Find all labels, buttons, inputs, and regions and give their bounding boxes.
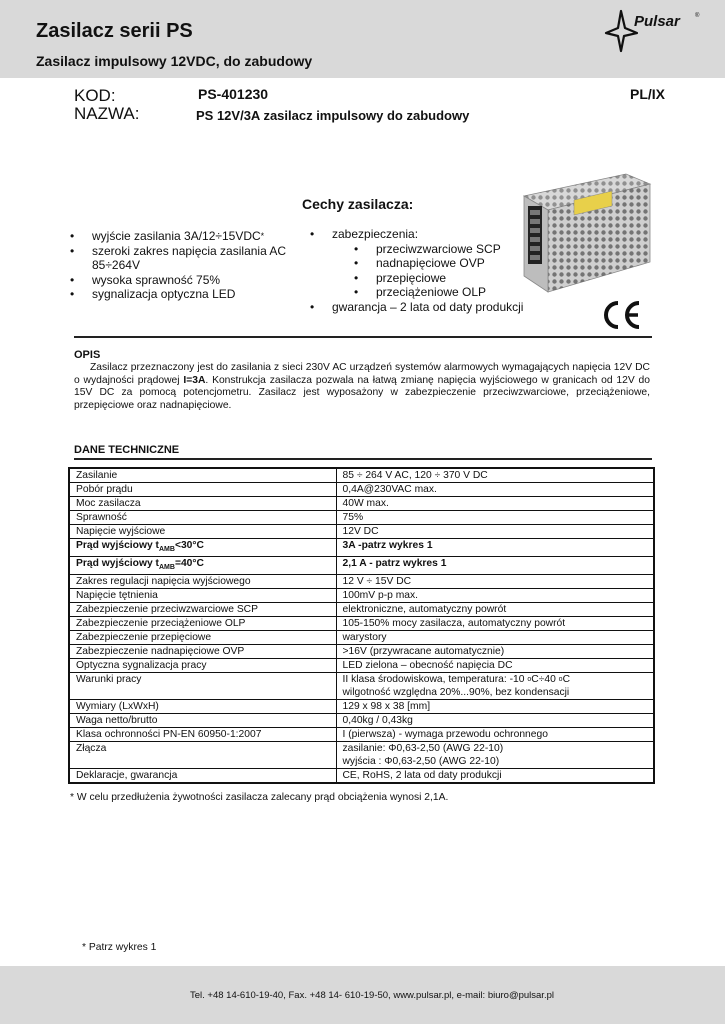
spec-value: 2,1 A - patrz wykres 1 <box>336 557 654 575</box>
spec-table <box>68 467 655 784</box>
kod-value: PS-401230 <box>198 86 269 102</box>
spec-value: 75% <box>336 511 654 525</box>
spec-key: Zabezpieczenie przeciążeniowe OLP <box>69 617 336 631</box>
spec-key: Moc zasilacza <box>69 497 336 511</box>
table-row <box>69 659 654 673</box>
dane-title: DANE TECHNICZNE <box>74 444 180 456</box>
spec-value: 0,4A@230VAC max. <box>336 483 654 497</box>
spec-key: Klasa ochronności PN-EN 60950-1:2007 <box>69 728 336 742</box>
spec-key: Optyczna sygnalizacja pracy <box>69 659 336 673</box>
logo-text: Pulsar <box>634 13 680 30</box>
power-supply-image <box>516 166 654 298</box>
kod-label: KOD: <box>74 86 116 105</box>
spec-value: LED zielona – obecność napięcia DC <box>336 659 654 673</box>
spec-key: Prąd wyjściowy $t_{AMB}=40^\circ C$ <box>69 557 336 575</box>
spec-value: warystory <box>336 631 654 645</box>
warranty-item: • gwarancja – 2 lata od daty produkcji <box>310 300 550 315</box>
protection-item: • przeciwzwarciowe SCP <box>354 242 550 257</box>
spec-key: Waga netto/brutto <box>69 714 336 728</box>
table-row <box>69 617 654 631</box>
spec-key: Zabezpieczenie przepięciowe <box>69 631 336 645</box>
protections-item <box>310 227 550 300</box>
spec-value: 0,40kg / 0,43kg <box>336 714 654 728</box>
table-row <box>69 742 654 769</box>
spec-key: Zakres regulacji napięcia wyjściowego <box>69 575 336 589</box>
features-title: Cechy zasilacza: <box>302 196 414 212</box>
protection-item: • przeciążeniowe OLP <box>354 285 550 300</box>
series-subtitle: Zasilacz impulsowy 12VDC, do zabudowy <box>36 53 313 69</box>
spec-key: Napięcie wyjściowe <box>69 525 336 539</box>
opis-text: Zasilacz przeznaczony jest do zasilania z sieci 230V AC urządzeń systemów alarmowych wymagających napięcia 12V DC o wydajności prądowej I=3A. Konstrukcja zasilacza pozwala na łatwą zmianę napięcia wyjściowego w granicach od 12V do 15V DC za pomocą potencjometru. Zasilacz jest wyposażony w zabezpieczenie przeciwzwarciowe, przeciążeniowe, przepięciowe oraz nadnapięciowe. <box>74 362 650 411</box>
divider <box>74 336 652 338</box>
table-row <box>69 603 654 617</box>
spec-key: Deklaracje, gwarancja <box>69 769 336 784</box>
features-left-list <box>70 229 300 302</box>
pulsar-logo <box>604 9 704 53</box>
spec-key: Warunki pracy <box>69 673 336 700</box>
spec-value: 105-150% mocy zasilacza, automatyczny powrót <box>336 617 654 631</box>
table-row <box>69 631 654 645</box>
spec-value: 12 V ÷ 15V DC <box>336 575 654 589</box>
footer-contact: Tel. +48 14-610-19-40, Fax. +48 14- 610-19-50, www.pulsar.pl, e-mail: biuro@pulsar.pl <box>190 990 554 1001</box>
spec-value: 100mV p-p max. <box>336 589 654 603</box>
opis-title: OPIS <box>74 349 101 361</box>
protection-item: • przepięciowe <box>354 271 550 286</box>
table-row <box>69 557 654 575</box>
table-row <box>69 511 654 525</box>
spec-value: II klasa środowiskowa, temperatura: -10 $^o$C÷40 $^o$C wilgotność względna 20%...90%, bez kondensacji <box>336 673 654 700</box>
spec-key: Zasilanie <box>69 468 336 483</box>
features-right-list <box>310 227 550 314</box>
protection-item: • nadnapięciowe OVP <box>354 256 550 271</box>
header-band <box>0 0 725 78</box>
table-row <box>69 468 654 483</box>
spec-value: 12V DC <box>336 525 654 539</box>
table-row <box>69 575 654 589</box>
spec-value: zasilanie: Φ0,63-2,50 (AWG 22-10) wyjścia : Φ0,63-2,50 (AWG 22-10) <box>336 742 654 769</box>
table-row <box>69 700 654 714</box>
logo-registered: ® <box>695 13 700 19</box>
footnote-star: * <box>260 231 265 241</box>
divider <box>74 458 652 460</box>
table-row <box>69 497 654 511</box>
footer-band <box>0 966 725 1024</box>
nazwa-label: NAZWA: <box>74 104 140 123</box>
table-row <box>69 525 654 539</box>
spec-key: Wymiary (LxWxH) <box>69 700 336 714</box>
spec-key: Napięcie tętnienia <box>69 589 336 603</box>
spec-key: Pobór prądu <box>69 483 336 497</box>
protections-label: zabezpieczenia: <box>332 227 419 241</box>
spec-value: I (pierwsza) - wymaga przewodu ochronnego <box>336 728 654 742</box>
spec-value: 3A -patrz wykres 1 <box>336 539 654 557</box>
table-row <box>69 673 654 700</box>
language-variant: PL/IX <box>630 86 666 102</box>
spec-value: 40W max. <box>336 497 654 511</box>
table-row <box>69 589 654 603</box>
table-row <box>69 645 654 659</box>
star-logo-icon <box>604 9 638 53</box>
feature-item: • wyjście zasilania 3A/12÷15VDC* <box>70 229 300 244</box>
table-row <box>69 714 654 728</box>
ce-mark-icon <box>600 299 642 331</box>
spec-key: Prąd wyjściowy $t_{AMB}<30^\circ C$ <box>69 539 336 557</box>
series-title: Zasilacz serii PS <box>36 20 193 42</box>
table-row <box>69 483 654 497</box>
spec-value: 129 x 98 x 38 [mm] <box>336 700 654 714</box>
spec-key: Zabezpieczenie nadnapięciowe OVP <box>69 645 336 659</box>
feature-item: • wysoka sprawność 75% <box>70 273 300 288</box>
footnote-chart: * Patrz wykres 1 <box>82 942 157 953</box>
spec-key: Zabezpieczenie przeciwzwarciowe SCP <box>69 603 336 617</box>
feature-item: • szeroki zakres napięcia zasilania AC 85÷264V <box>70 244 300 273</box>
footnote: * W celu przedłużenia żywotności zasilacza zalecany prąd obciążenia wynosi 2,1A. <box>70 792 449 803</box>
feature-item: • sygnalizacja optyczna LED <box>70 287 300 302</box>
table-row <box>69 769 654 784</box>
spec-key: Sprawność <box>69 511 336 525</box>
spec-key: Złącza <box>69 742 336 769</box>
spec-value: >16V (przywracane automatycznie) <box>336 645 654 659</box>
spec-value: CE, RoHS, 2 lata od daty produkcji <box>336 769 654 784</box>
spec-value: 85 ÷ 264 V AC, 120 ÷ 370 V DC <box>336 468 654 483</box>
spec-value: elektroniczne, automatyczny powrót <box>336 603 654 617</box>
nazwa-value: PS 12V/3A zasilacz impulsowy do zabudowy <box>196 108 470 123</box>
table-row <box>69 728 654 742</box>
table-row <box>69 539 654 557</box>
